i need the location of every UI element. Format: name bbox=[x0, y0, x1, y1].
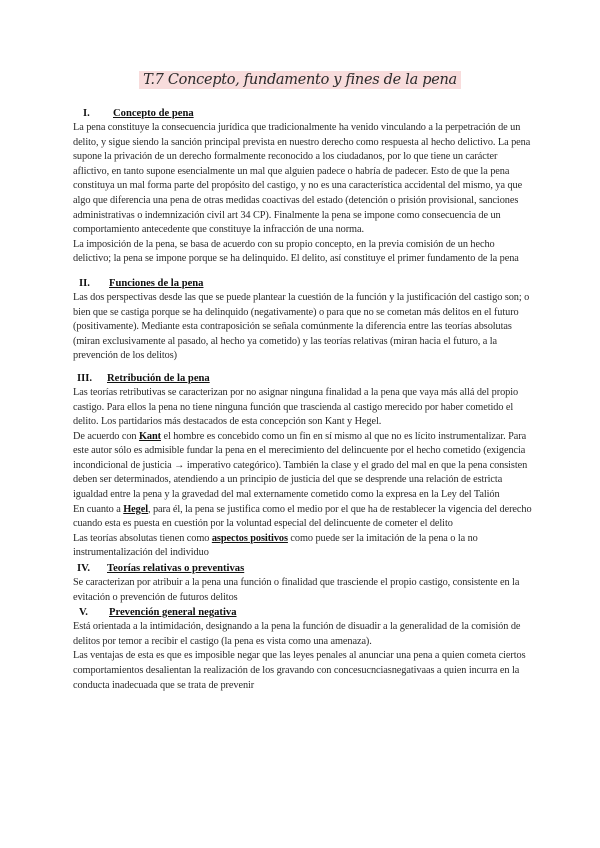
text-run: Las teorías absolutas tienen como bbox=[73, 532, 212, 544]
section-title: Prevención general negativa bbox=[109, 607, 237, 619]
kant-term: Kant bbox=[138, 430, 161, 442]
section-title: Teorías relativas o preventivas bbox=[107, 563, 245, 575]
section-title: Concepto de pena bbox=[113, 108, 194, 119]
text-run: , para él, la pena se justifica como el medio por el que ha de restablecer la vigencia del derecho cuando esta es puesta en cuestión por la voluntad especial del delincuente de cometer el delito bbox=[73, 503, 532, 530]
section-heading-relativas bbox=[77, 562, 535, 576]
aspectos-positivos-term: aspectos positivos bbox=[211, 532, 288, 544]
paragraph: Las dos perspectivas desde las que se puede plantear la cuestión de la función y la justificación del castigo son; o bien que se castiga porque se ha delinquido (negativamente) o para que no se cometan más delitos en el futuro (positivamente). Mediante esta contraposición se señala comúnmente la diferencia entre las teorías absolutas (miran exclusivamente al pasado, al hecho ya cometido) y las teorías relativas (miran hacia el futuro, a la prevención de los delitos) bbox=[73, 291, 530, 362]
text-run: En cuanto a bbox=[73, 503, 124, 515]
text-run: el hombre es concebido como un fin en sí mismo al que no es lícito instrumentalizar. Para este autor sólo es admisible fundar la pena en el merecimiento del delincuente por el hecho cometido (exigencia incondicional de justicia → imperativo categórico). También la clase y el grado del mal en que la pena consisten deben ser determinados, atendiendo a un principio de justicia del que se desprende una relación de estricta igualdad entre la pena y la gravedad del mal externamente cometido como la expresa en la Ley del Talión bbox=[73, 430, 528, 501]
hegel-term: Hegel bbox=[123, 503, 148, 515]
section-number: I. bbox=[83, 108, 90, 119]
text-run: De acuerdo con bbox=[73, 430, 139, 442]
section-number: III. bbox=[77, 372, 93, 384]
section-title: Retribución de la pena bbox=[107, 372, 210, 384]
paragraph: Las ventajas de esta es que es imposible negar que las leyes penales al anunciar una pena a quien cometa ciertos comportamientos desalientan la realización de los gravando con concesucnciasnegativaas a quien incurra en la conducta inadecuada que se trata de prevenir bbox=[73, 650, 526, 691]
section-heading-prevencion bbox=[79, 606, 535, 620]
paragraph: Se caracterizan por atribuir a la pena una función o finalidad que trasciende el propio castigo, consistente en la evitación o prevención de futuros delitos bbox=[73, 577, 520, 603]
page-title: T.7 Concepto, fundamento y fines de la pena bbox=[139, 71, 461, 89]
paragraph: Está orientada a la intimidación, designando a la pena la función de disuadir a la generalidad de la comisión de delitos por temor a recibir el castigo (la pena es vista como una amenaza). bbox=[73, 621, 521, 647]
title-block bbox=[0, 71, 600, 89]
section-heading-funciones bbox=[79, 277, 535, 291]
section-heading-retribucion bbox=[77, 372, 535, 386]
paragraph: La pena constituye la consecuencia jurídica que tradicionalmente ha venido vinculando a la perpetración de un delito, y sigue siendo la sanción principal prevista en nuestro derecho como respuesta al hecho delictivo. La pena supone la privación de un derecho formalmente reconocido a los ciudadanos, por lo que tiene un carácter aflictivo, en tanto supone esencialmente un mal que alguien padece o habría de padecer. Esto de que la pena constituya un mal forma parte del propósito del castigo, y no es una característica accidental del mismo, ya que algo que diferencia una pena de otras medidas coactivas del estado (detención o prisión provisional, sanciones administrativas o indemnización civil art 34 CP). Finalmente la pena se impone como consecuencia de un comportamiento antecedente que constituye la infracción de una norma. bbox=[73, 122, 531, 236]
section-number: II. bbox=[79, 277, 90, 289]
paragraph-hegel bbox=[73, 503, 535, 532]
document-body bbox=[73, 107, 535, 693]
paragraph-kant bbox=[73, 430, 535, 503]
section-title: Funciones de la pena bbox=[109, 277, 204, 289]
section-heading-concepto bbox=[83, 107, 535, 121]
paragraph: La imposición de la pena, se basa de acuerdo con su propio concepto, en la previa comisión de un hecho delictivo; la pena se impone porque se ha delinquido. El delito, así constituye el primer fundamento de la pena bbox=[73, 238, 519, 265]
paragraph-aspectos bbox=[73, 532, 535, 561]
section-number: V. bbox=[79, 607, 88, 619]
paragraph: Las teorías retributivas se caracterizan por no asignar ninguna finalidad a la pena que vaya más allá del propio castigo. Para ellos la pena no tiene ninguna función que trascienda al castigo merecido por haber cometido el delito. Los partidarios más destacados de esta concepción son Kant y Hegel. bbox=[73, 386, 519, 428]
section-number: IV. bbox=[77, 563, 91, 575]
text-run: como puede ser la imitación de la pena o la no instrumentalización del individuo bbox=[73, 532, 478, 559]
